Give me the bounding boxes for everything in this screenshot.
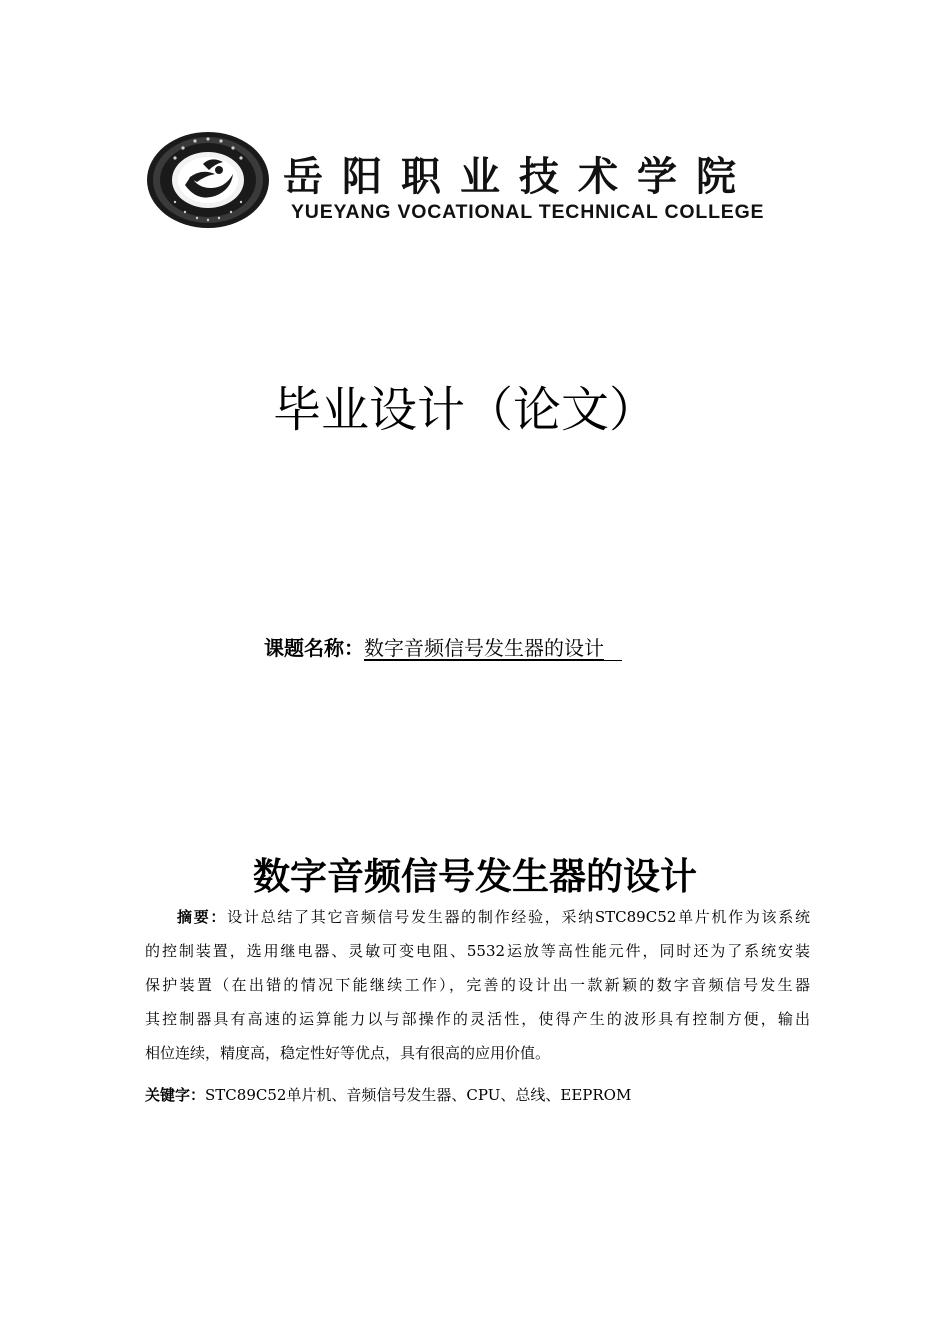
abstract-line: 其控制器具有高速的运算能力以与部操作的灵活性，使得产生的波形具有控制方便，输出: [145, 1010, 810, 1028]
keywords-label: 关键字：: [145, 1086, 206, 1104]
subject-value-text: 数字音频信号发生器的设计: [364, 636, 604, 660]
keywords-value: STC89C52单片机、音频信号发生器、CPU、总线、EEPROM: [205, 1086, 632, 1104]
abstract-line: 的控制装置，选用继电器、灵敏可变电阻、5532运放等高性能元件，同时还为了系统安装: [145, 942, 810, 960]
abstract: [145, 900, 810, 1070]
subject-label: 课题名称：: [264, 636, 364, 660]
college-name-cn: 岳阳职业技术学院: [283, 153, 755, 200]
abstract-line-text: 设计总结了其它音频信号发生器的制作经验，采纳STC89C52单片机作为该系统: [227, 908, 810, 926]
document-type-title: 毕业设计（论文）: [272, 382, 657, 438]
abstract-label: 摘要：: [177, 908, 228, 926]
subject-line: [264, 633, 622, 663]
college-seal-icon: [145, 130, 271, 230]
thesis-title: 数字音频信号发生器的设计: [253, 855, 697, 898]
abstract-line: 相位连续，精度高，稳定性好等优点，具有很高的应用价值。: [145, 1044, 551, 1062]
subject-value: [364, 636, 622, 661]
college-header: [145, 128, 845, 238]
abstract-line: 保护装置（在出错的情况下能继续工作），完善的设计出一款新颖的数字音频信号发生器: [145, 976, 810, 994]
college-name-en: YUEYANG VOCATIONAL TECHNICAL COLLEGE: [291, 201, 765, 223]
abstract-line: [145, 900, 810, 934]
keywords: [145, 1080, 631, 1110]
